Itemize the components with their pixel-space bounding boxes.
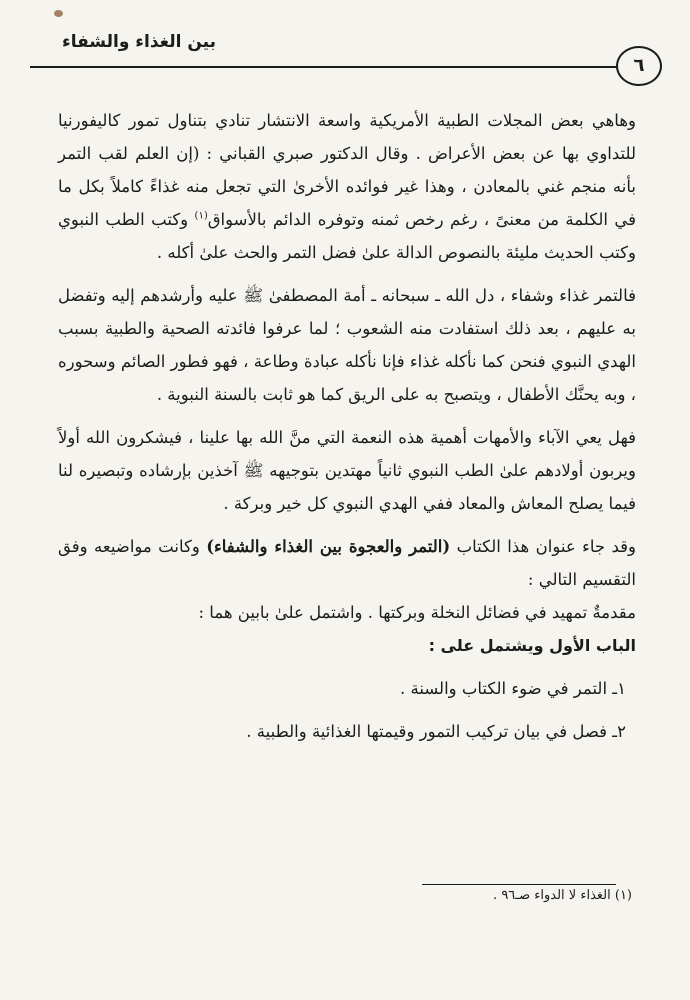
footnote-rule (422, 884, 616, 885)
paragraph-1 (58, 104, 636, 269)
page-body (58, 104, 636, 758)
paragraph-4 (58, 530, 636, 596)
ink-spot (54, 10, 63, 17)
paragraph-4-start: وقد جاء عنوان هذا الكتاب (450, 537, 636, 556)
list-item: ١ـ التمر في ضوء الكتاب والسنة . (400, 679, 626, 698)
page-number: ٦ (616, 46, 662, 86)
paragraph-2: فالتمر غذاء وشفاء ، دل الله ـ سبحانه ـ أمة المصطفىٰ ﷺ عليه وأرشدهم إليه وتفضل به عليهم ، بعد ذلك استفادت منه الشعوب ؛ لما عرفوا فائدته الصحية والطبية بسبب الهدي النبوي فنحن كما نأكله غذاء فإنا نأكله عبادة وطاعة ، فهو فطور الصائم وسحوره ، وبه يحنَّك الأطفال ، ويتصبح به على الريق كما هو ثابت بالسنة النبوية . (58, 286, 636, 404)
running-title: بين الغذاء والشفاء (62, 32, 216, 52)
paragraph-3: فهل يعي الآباء والأمهات أهمية هذه النعمة التي منَّ الله بها علينا ، فيشكرون الله أولاً ويربون أولادهم علىٰ الطب النبوي ثانياً مهتدين بتوجيهه ﷺ آخذين بإرشاده وتبصيره لنا فيما يصلح المعاش والمعاد ففي الهدي النبوي كل خير وبركة . (58, 428, 636, 513)
page-header (30, 28, 662, 78)
paragraph-5: مقدمةٌ تمهيد في فضائل النخلة وبركتها . واشتمل علىٰ بابين هما : (198, 603, 636, 622)
chapter-heading: الباب الأول ويشتمل على : (428, 636, 636, 655)
paragraph-1-text: وهاهي بعض المجلات الطبية الأمريكية واسعة الانتشار تنادي بتناول تمور كاليفورنيا للتداوي بها عن بعض الأعراض . وقال الدكتور صبري القباني : (إن العلم لقب التمر بأنه منجم غني بالمعادن ، وهذا غير فوائده الأخرىٰ التي تجعل منه غذاءً كاملاً بكل ما في الكلمة من معنىً ، رغم رخص ثمنه وتوفره الدائم بالأسواق (58, 111, 636, 229)
header-rule (30, 66, 620, 68)
list-item: ٢ـ فصل في بيان تركيب التمور وقيمتها الغذائية والطبية . (246, 722, 626, 741)
footnote-ref: (١) (194, 210, 208, 222)
footnote: (١) الغذاء لا الدواء صـ٩٦ . (493, 888, 632, 903)
paragraph-1-tail: وكتب الطب النبوي وكتب الحديث مليئة بالنصوص الدالة علىٰ فضل التمر والحث علىٰ أكله . (58, 210, 636, 262)
paragraph-4-end: وكانت مواضيعه وفق التقسيم التالي : (58, 537, 636, 589)
book-title: (التمر والعجوة بين الغذاء والشفاء) (206, 537, 451, 556)
